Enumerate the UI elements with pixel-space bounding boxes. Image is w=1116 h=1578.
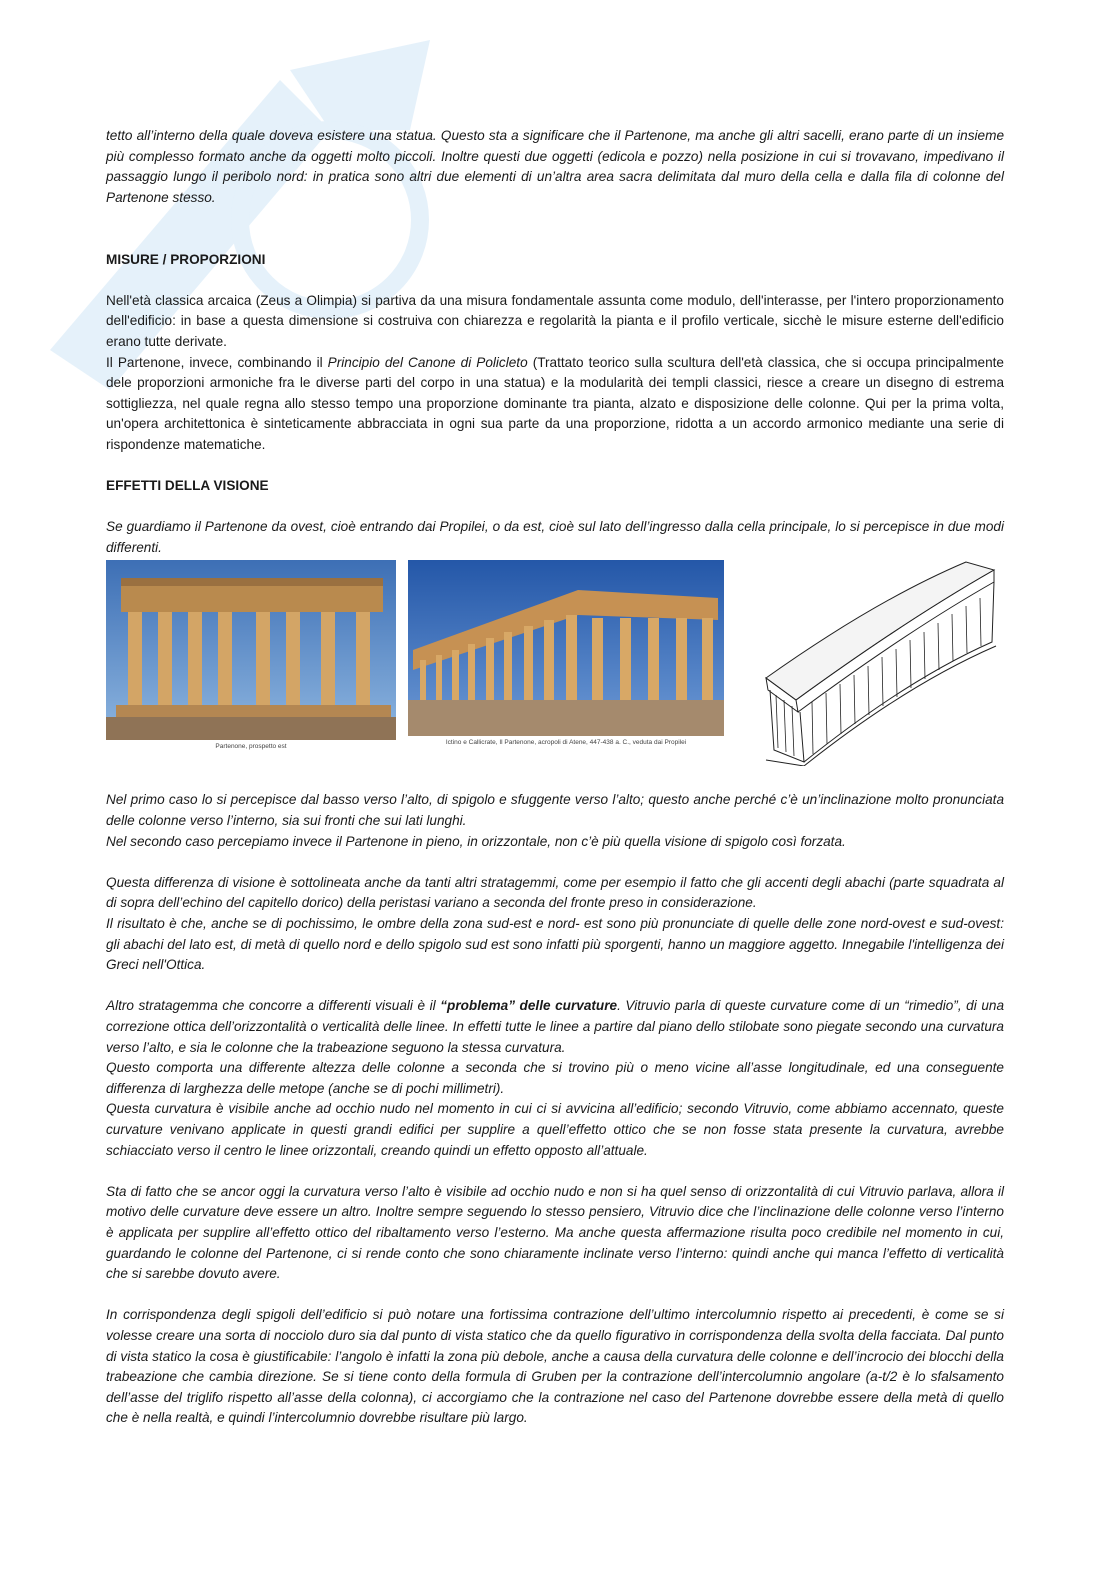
paragraph-6: Nel secondo caso percepiamo invece il Partenone in pieno, in orizzontale, non c’è più quella visione di spigolo così forzata. — [106, 833, 846, 849]
paragraph-2: Nell'età classica arcaica (Zeus a Olimpia) si partiva da una misura fondamentale assunta come modulo, dell'interasse, per l'intero proporzionamento dell'edificio: in base a questa dimensione si costruiva con chiarezza e regolarità la pianta e il profilo verticale, sicchè le misure esterne dell'edificio erano tutte derivate. — [106, 292, 1004, 349]
paragraph-12: Sta di fatto che se ancor oggi la curvatura verso l’alto è visibile ad occhio nudo e non si ha quel senso di orizzontalità di cui Vitruvio parlava, allora il motivo delle curvature deve essere un altro. Inoltre sempre seguendo lo stesso pensiero, Vitruvio dice che l’inclinazione delle colonne verso l’interno è applicata per supplire all’effetto ottico del ribaltamento verso l’esterno. Ma anche questa affermazione risulta poco credibile nel momento in cui, guardando le colonne del Partenone, ci si rende conto che sono chiaramente inclinate verso l’interno: quindi anche qui manca l’effetto di verticalità che si sarebbe dovuto avere. — [106, 1183, 1004, 1282]
heading-misure: MISURE / PROPORZIONI — [106, 251, 266, 267]
figure-curvature-drawing — [756, 560, 1004, 766]
paragraph-4: Se guardiamo il Partenone da ovest, cioè entrando dai Propilei, o da est, cioè sul lato dell’ingresso dalla cella principale, lo si percepisce in due modi differenti. — [106, 519, 1004, 555]
parthenon-east-photo — [106, 560, 396, 740]
paragraph-7: Questa differenza di visione è sottolineata anche da tanti altri stratagemmi, come per esempio il fatto che gli accenti degli abachi (parte squadrata al di sopra dell’echino del capitello dorico) della peristasi variano a seconda del fronte preso in considerazione. — [106, 874, 1004, 911]
paragraph-5: Nel primo caso lo si percepisce dal basso verso l’alto, di spigolo e sfuggente verso l’alto; questo anche perché c’è un’inclinazione molto pronunciata delle colonne verso l’interno, sia sui fronti che sui lati lunghi. — [106, 792, 1004, 829]
curvature-line-drawing — [756, 560, 1004, 766]
text-span: (Trattato teorico sulla scultura dell'età classica, che si occupa principalmente dele proporzioni armoniche fra le diverse parti del corpo in una statua) e la modularità dei templi classici, riesce a creare un disegno di estrema sottigliezza, nel quale regna allo stesso tempo una proporzione dominante tra pianta, alzato e disposizione delle colonne. Qui per la prima volta, un'opera architettonica è sinteticamente abbracciata in ogni sua parte da una proporzione, ridotta a un accordo armonico mediante una serie di rispondenze matematiche. — [106, 354, 1004, 452]
document-page — [106, 126, 1004, 1429]
figure-east-front — [106, 560, 396, 751]
paragraph-8: Il risultato è che, anche se di pochissimo, le ombre della zona sud-est e nord- est sono più pronunciate di quelle delle zone nord-ovest e sud-ovest: gli abachi del lato est, di metà di quello nord e dello spigolo sud est sono infatti più sporgenti, hanno un maggiore aggetto. Innegabile l'intelligenza dei Greci nell'Ottica. — [106, 916, 1004, 973]
canone-policleto-text: Principio del Canone di Policleto — [327, 354, 528, 370]
paragraph-1: tetto all’interno della quale doveva esistere una statua. Questo sta a significare che il Partenone, ma anche gli altri sacelli, erano parte di un insieme più complesso formato anche da oggetti molto piccoli. Inoltre questi due oggetti (edicola e pozzo) nella posizione in cui si trovavano, impedivano il passaggio lungo il peribolo nord: in pratica sono altri due elementi di un’altra area sacra delimitata dal muro della cella e dalla fila di colonne del Partenone stesso. — [106, 128, 1004, 205]
heading-effetti: EFFETTI DELLA VISIONE — [106, 478, 269, 494]
paragraph-3 — [106, 353, 1004, 456]
paragraph-9 — [106, 996, 1004, 1058]
paragraph-10: Questo comporta una differente altezza delle colonne a seconda che si trovino più o meno vicine all’asse longitudinale, ed una conseguente differenza di larghezza delle metope (anche se di pochi millimetri). — [106, 1060, 1004, 1096]
caption-1: Partenone, prospetto est — [215, 743, 287, 751]
parthenon-propilei-photo — [408, 560, 724, 736]
problema-curvature-text: “problema” delle curvature — [440, 998, 618, 1014]
caption-2: Ictino e Callicrate, Il Partenone, acropoli di Atene, 447-438 a. C., veduta dai Propilei — [445, 739, 687, 747]
text-span: Il Partenone, invece, combinando il — [106, 354, 328, 370]
figure-row — [106, 560, 1004, 770]
figure-propilei-view — [408, 560, 724, 747]
text-span: Altro stratagemma che concorre a differenti visuali è il — [106, 998, 441, 1014]
paragraph-11: Questa curvatura è visibile anche ad occhio nudo nel momento in cui ci si avvicina all’edificio; secondo Vitruvio, come abbiamo accennato, queste curvature venivano applicate in questi grandi edifici per supplire a quell’effetto ottico che se non fosse stata presente la curvatura, avrebbe schiacciato verso il centro le linee orizzontali, creando quindi un effetto opposto all’attuale. — [106, 1101, 1004, 1158]
text-span: . Vitruvio parla di queste curvature come di un “rimedio”, di una correzione ottica dell’orizzontalità o verticalità delle linee. In effetti tutte le linee a partire dal piano dello stilobate sono piegate secondo una curvatura verso l’alto, e sia le colonne che la trabeazione seguono la stessa curvatura. — [106, 998, 1004, 1055]
paragraph-13: In corrispondenza degli spigoli dell’edificio si può notare una fortissima contrazione dell’ultimo intercolumnio rispetto ai precedenti, è come se si volesse creare una sorta di nocciolo duro sia dal punto di vista statico che da quello figurativo in corrispondenza della svolta della facciata. Dal punto di vista statico la cosa è giustificabile: l’angolo è infatti la zona più debole, anche a causa della curvatura delle colonne e dell’incrocio dei blocchi della trabeazione che cambia direzione. Se si tiene conto della formula di Gruben per la contrazione dell’intercolumnio angolare (a-t/2 è lo sfalsamento dell’asse del triglifo rispetto all’asse della colonna), ci accorgiamo che la contrazione nel caso del Partenone dovrebbe essere della metà di quello che è nella realtà, e quindi l’intercolumnio dovrebbe risultare più largo. — [106, 1307, 1004, 1426]
